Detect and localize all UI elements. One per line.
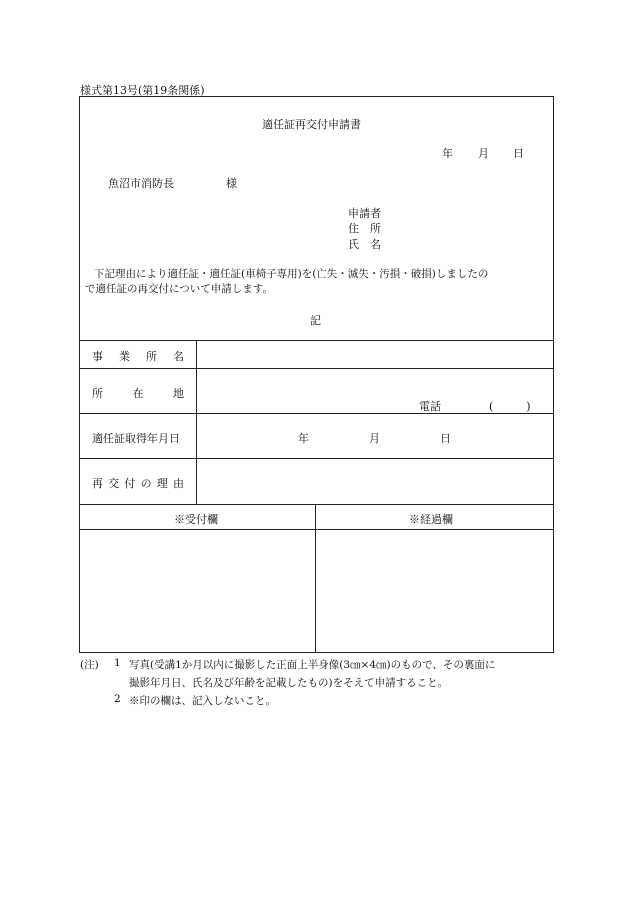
office-name-label: 事 業 所 名 (92, 350, 184, 363)
office-name-field[interactable] (198, 342, 551, 367)
divider (79, 529, 553, 530)
date-day: 日 (513, 147, 524, 160)
divider (79, 340, 553, 341)
form-title: 適任証再交付申請書 (262, 118, 361, 131)
note-2-text: ※印の欄は、記入しないこと。 (129, 695, 276, 707)
progress-area (317, 531, 551, 651)
acquired-month: 月 (369, 432, 380, 445)
ki-mark: 記 (310, 314, 321, 327)
body-text-line2: で適任証の再交付について申請します。 (85, 283, 273, 295)
date-year: 年 (442, 147, 453, 160)
column-divider (315, 504, 316, 652)
acquired-day: 日 (440, 432, 451, 445)
reissue-reason-label: 再 交 付 の 理 由 (92, 477, 184, 490)
address-label: 住 所 (348, 222, 381, 235)
note-1-line1: 写真(受講1か月以内に撮影した正面上半身像(3㎝×4㎝)のもので、その裏面に (129, 659, 496, 671)
location-label: 所 在 地 (92, 387, 184, 400)
date-month: 月 (478, 147, 489, 160)
reception-column-header: ※受付欄 (174, 513, 218, 526)
name-label: 氏 名 (348, 238, 381, 251)
phone-label: 電話 (419, 400, 441, 413)
acquired-date-label: 適任証取得年月日 (92, 432, 180, 445)
addressee-honorific: 様 (226, 177, 237, 190)
divider (79, 504, 553, 505)
reception-area (80, 531, 314, 651)
note-2-number: 2 (114, 693, 121, 705)
divider (79, 413, 553, 414)
note-1-line2: 撮影年月日、氏名及び年齢を記載したもの)をそえて申請すること。 (129, 677, 449, 689)
form-number: 様式第13号(第19条関係) (80, 84, 205, 97)
addressee: 魚沼市消防長 (108, 177, 174, 190)
divider (79, 368, 553, 369)
divider (79, 458, 553, 459)
applicant-label: 申請者 (348, 207, 381, 220)
progress-column-header: ※経過欄 (409, 513, 453, 526)
phone-parens: ( ) (489, 400, 531, 413)
reissue-reason-field[interactable] (198, 460, 551, 503)
notes-prefix: (注) (80, 659, 99, 671)
acquired-year: 年 (298, 432, 309, 445)
note-1-number: 1 (114, 657, 121, 669)
body-text-line1: 下記理由により適任証・適任証(車椅子専用)を(亡失・滅失・汚損・破損)しましたの (94, 268, 489, 280)
label-column-divider (196, 340, 197, 504)
